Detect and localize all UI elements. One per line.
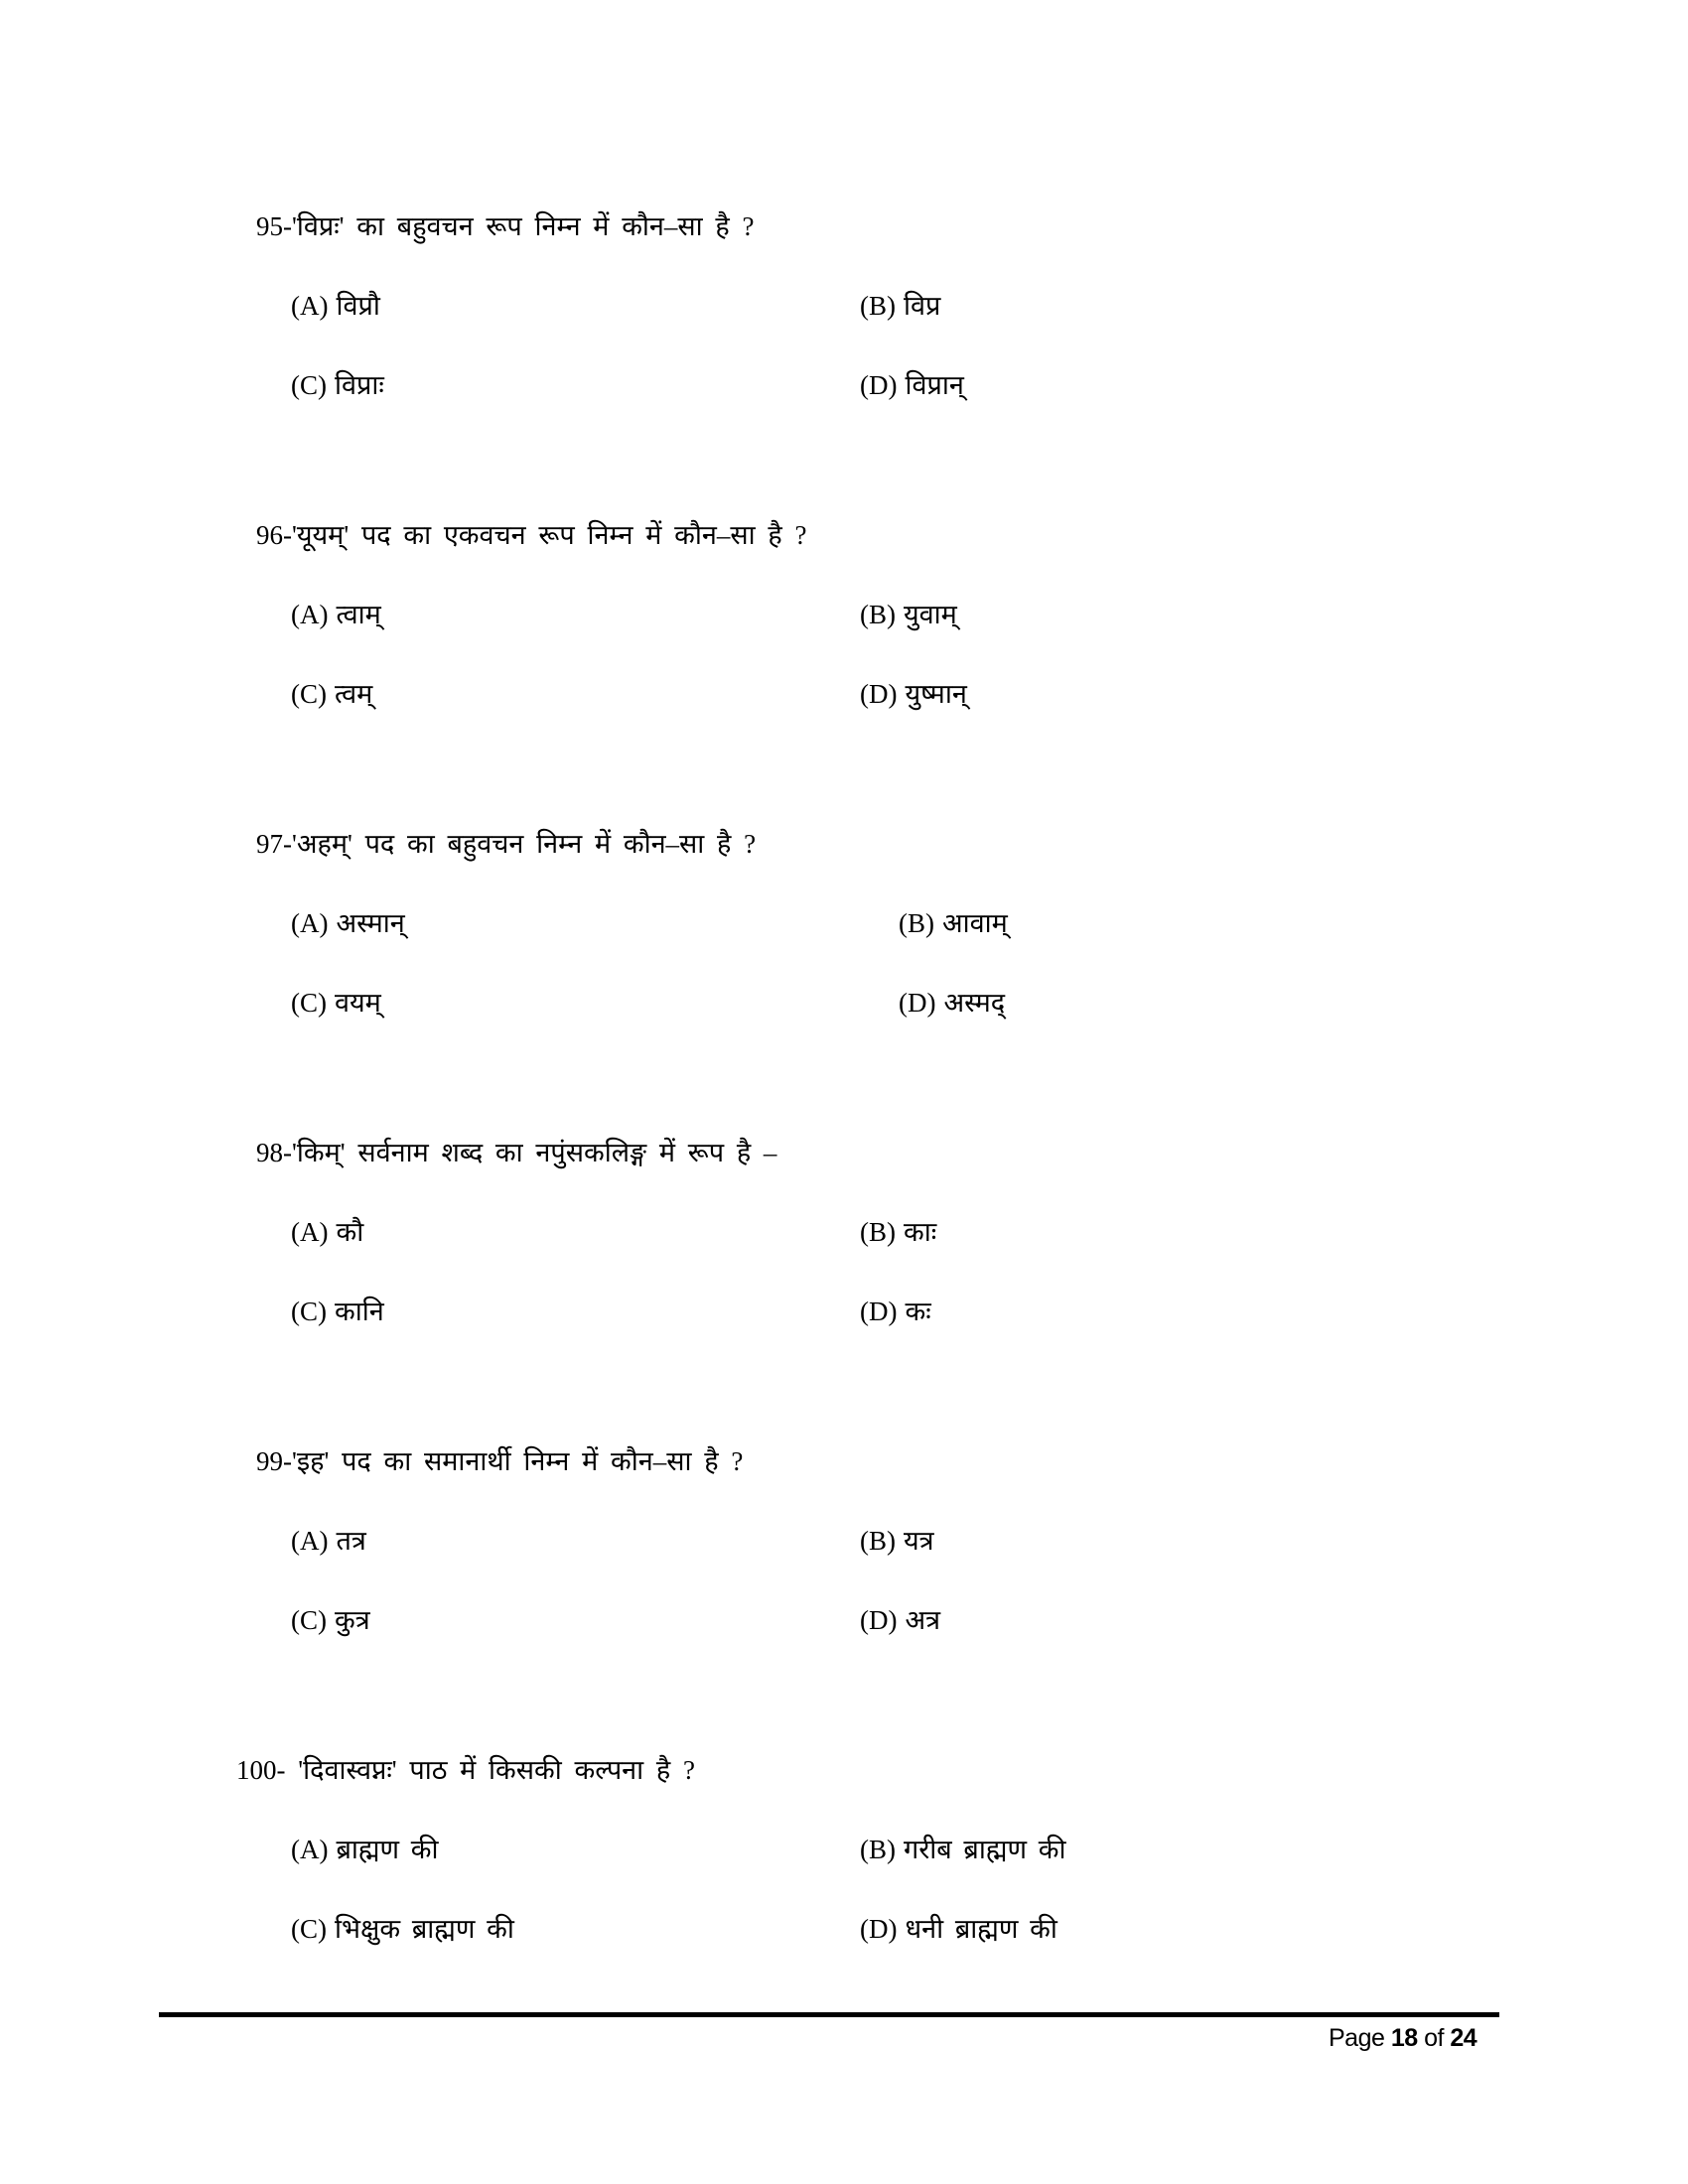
question-text: 'किम्' सर्वनाम शब्द का नपुंसकलिङ्ग में रूप है – bbox=[292, 1138, 777, 1167]
option-label: (A) bbox=[291, 291, 329, 321]
question-98 bbox=[256, 1137, 776, 1168]
option-label: (B) bbox=[860, 600, 896, 629]
option-98-a bbox=[291, 1216, 363, 1248]
option-label: (D) bbox=[899, 988, 936, 1018]
option-text: कः bbox=[905, 1297, 931, 1326]
option-95-d bbox=[860, 369, 964, 401]
option-label: (A) bbox=[291, 1835, 329, 1864]
option-label: (C) bbox=[291, 1297, 327, 1326]
page-of-label: of bbox=[1417, 2024, 1451, 2052]
question-text: 'दिवास्वप्नः' पाठ में किसकी कल्पना है ? bbox=[285, 1755, 695, 1785]
option-100-a bbox=[291, 1834, 439, 1865]
question-95 bbox=[256, 210, 754, 242]
option-label: (A) bbox=[291, 600, 329, 629]
option-label: (C) bbox=[291, 1605, 327, 1635]
question-number: 96- bbox=[256, 520, 292, 550]
option-text: कौ bbox=[336, 1217, 364, 1247]
option-label: (A) bbox=[291, 1217, 329, 1247]
option-text: कानि bbox=[335, 1297, 384, 1326]
question-number: 99- bbox=[256, 1446, 292, 1476]
option-99-b bbox=[860, 1525, 934, 1557]
option-label: (C) bbox=[291, 1914, 327, 1944]
option-label: (B) bbox=[860, 1835, 896, 1864]
option-95-b bbox=[860, 290, 940, 322]
option-text: त्वाम् bbox=[336, 600, 381, 629]
option-label: (B) bbox=[860, 291, 896, 321]
question-number: 97- bbox=[256, 829, 292, 859]
option-text: युवाम् bbox=[904, 600, 957, 629]
option-95-a bbox=[291, 290, 380, 322]
option-text: भिक्षुक ब्राह्मण की bbox=[335, 1914, 514, 1944]
option-96-b bbox=[860, 599, 957, 630]
option-label: (A) bbox=[291, 1526, 329, 1556]
question-96 bbox=[256, 519, 806, 551]
option-text: वयम् bbox=[335, 988, 381, 1018]
option-label: (A) bbox=[291, 908, 329, 938]
option-text: तत्र bbox=[336, 1526, 366, 1556]
option-label: (D) bbox=[860, 1297, 898, 1326]
option-97-a bbox=[291, 907, 405, 939]
option-text: ब्राह्मण की bbox=[336, 1835, 439, 1864]
option-97-b bbox=[899, 907, 1008, 939]
option-96-a bbox=[291, 599, 381, 630]
option-98-d bbox=[860, 1296, 931, 1327]
option-text: यत्र bbox=[904, 1526, 934, 1556]
option-text: काः bbox=[904, 1217, 937, 1247]
option-97-d bbox=[899, 987, 1005, 1019]
option-label: (D) bbox=[860, 370, 898, 400]
option-text: कुत्र bbox=[335, 1605, 370, 1635]
option-label: (D) bbox=[860, 1914, 898, 1944]
question-text: 'अहम्' पद का बहुवचन निम्न में कौन–सा है ? bbox=[292, 829, 757, 859]
option-text: विप्राः bbox=[335, 370, 384, 400]
question-number: 98- bbox=[256, 1138, 292, 1167]
question-number: 100- bbox=[236, 1755, 286, 1785]
option-text: अस्मान् bbox=[336, 908, 405, 938]
option-label: (C) bbox=[291, 988, 327, 1018]
option-99-d bbox=[860, 1604, 940, 1636]
option-label: (B) bbox=[860, 1217, 896, 1247]
option-text: विप्रौ bbox=[336, 291, 380, 321]
option-text: त्वम् bbox=[335, 679, 373, 709]
option-label: (B) bbox=[860, 1526, 896, 1556]
option-label: (C) bbox=[291, 679, 327, 709]
question-100 bbox=[236, 1754, 695, 1786]
option-text: आवाम् bbox=[942, 908, 1008, 938]
total-pages: 24 bbox=[1450, 2024, 1477, 2052]
option-95-c bbox=[291, 369, 384, 401]
option-text: गरीब ब्राह्मण की bbox=[904, 1835, 1066, 1864]
option-text: धनी ब्राह्मण की bbox=[905, 1914, 1057, 1944]
question-number: 95- bbox=[256, 211, 292, 241]
option-97-c bbox=[291, 987, 381, 1019]
option-label: (D) bbox=[860, 679, 898, 709]
page-prefix: Page bbox=[1329, 2024, 1391, 2052]
option-text: विप्रान् bbox=[905, 370, 964, 400]
question-99 bbox=[256, 1445, 743, 1477]
question-text: 'इह' पद का समानार्थी निम्न में कौन–सा है ? bbox=[292, 1446, 744, 1476]
question-text: 'यूयम्' पद का एकवचन रूप निम्न में कौन–सा है ? bbox=[292, 520, 807, 550]
option-98-c bbox=[291, 1296, 384, 1327]
option-99-a bbox=[291, 1525, 366, 1557]
option-100-b bbox=[860, 1834, 1065, 1865]
option-text: अस्मद् bbox=[943, 988, 1006, 1018]
option-96-d bbox=[860, 678, 967, 710]
option-100-d bbox=[860, 1913, 1057, 1945]
page-number bbox=[1329, 2021, 1477, 2055]
option-label: (C) bbox=[291, 370, 327, 400]
option-100-c bbox=[291, 1913, 514, 1945]
question-text: 'विप्रः' का बहुवचन रूप निम्न में कौन–सा है ? bbox=[292, 211, 755, 241]
option-label: (B) bbox=[899, 908, 934, 938]
option-text: विप्र bbox=[904, 291, 941, 321]
option-99-c bbox=[291, 1604, 370, 1636]
option-label: (D) bbox=[860, 1605, 898, 1635]
option-text: अत्र bbox=[905, 1605, 941, 1635]
current-page: 18 bbox=[1390, 2024, 1418, 2052]
option-text: युष्मान् bbox=[905, 679, 967, 709]
option-98-b bbox=[860, 1216, 936, 1248]
footer-divider bbox=[159, 2012, 1499, 2017]
option-96-c bbox=[291, 678, 372, 710]
question-97 bbox=[256, 828, 756, 860]
